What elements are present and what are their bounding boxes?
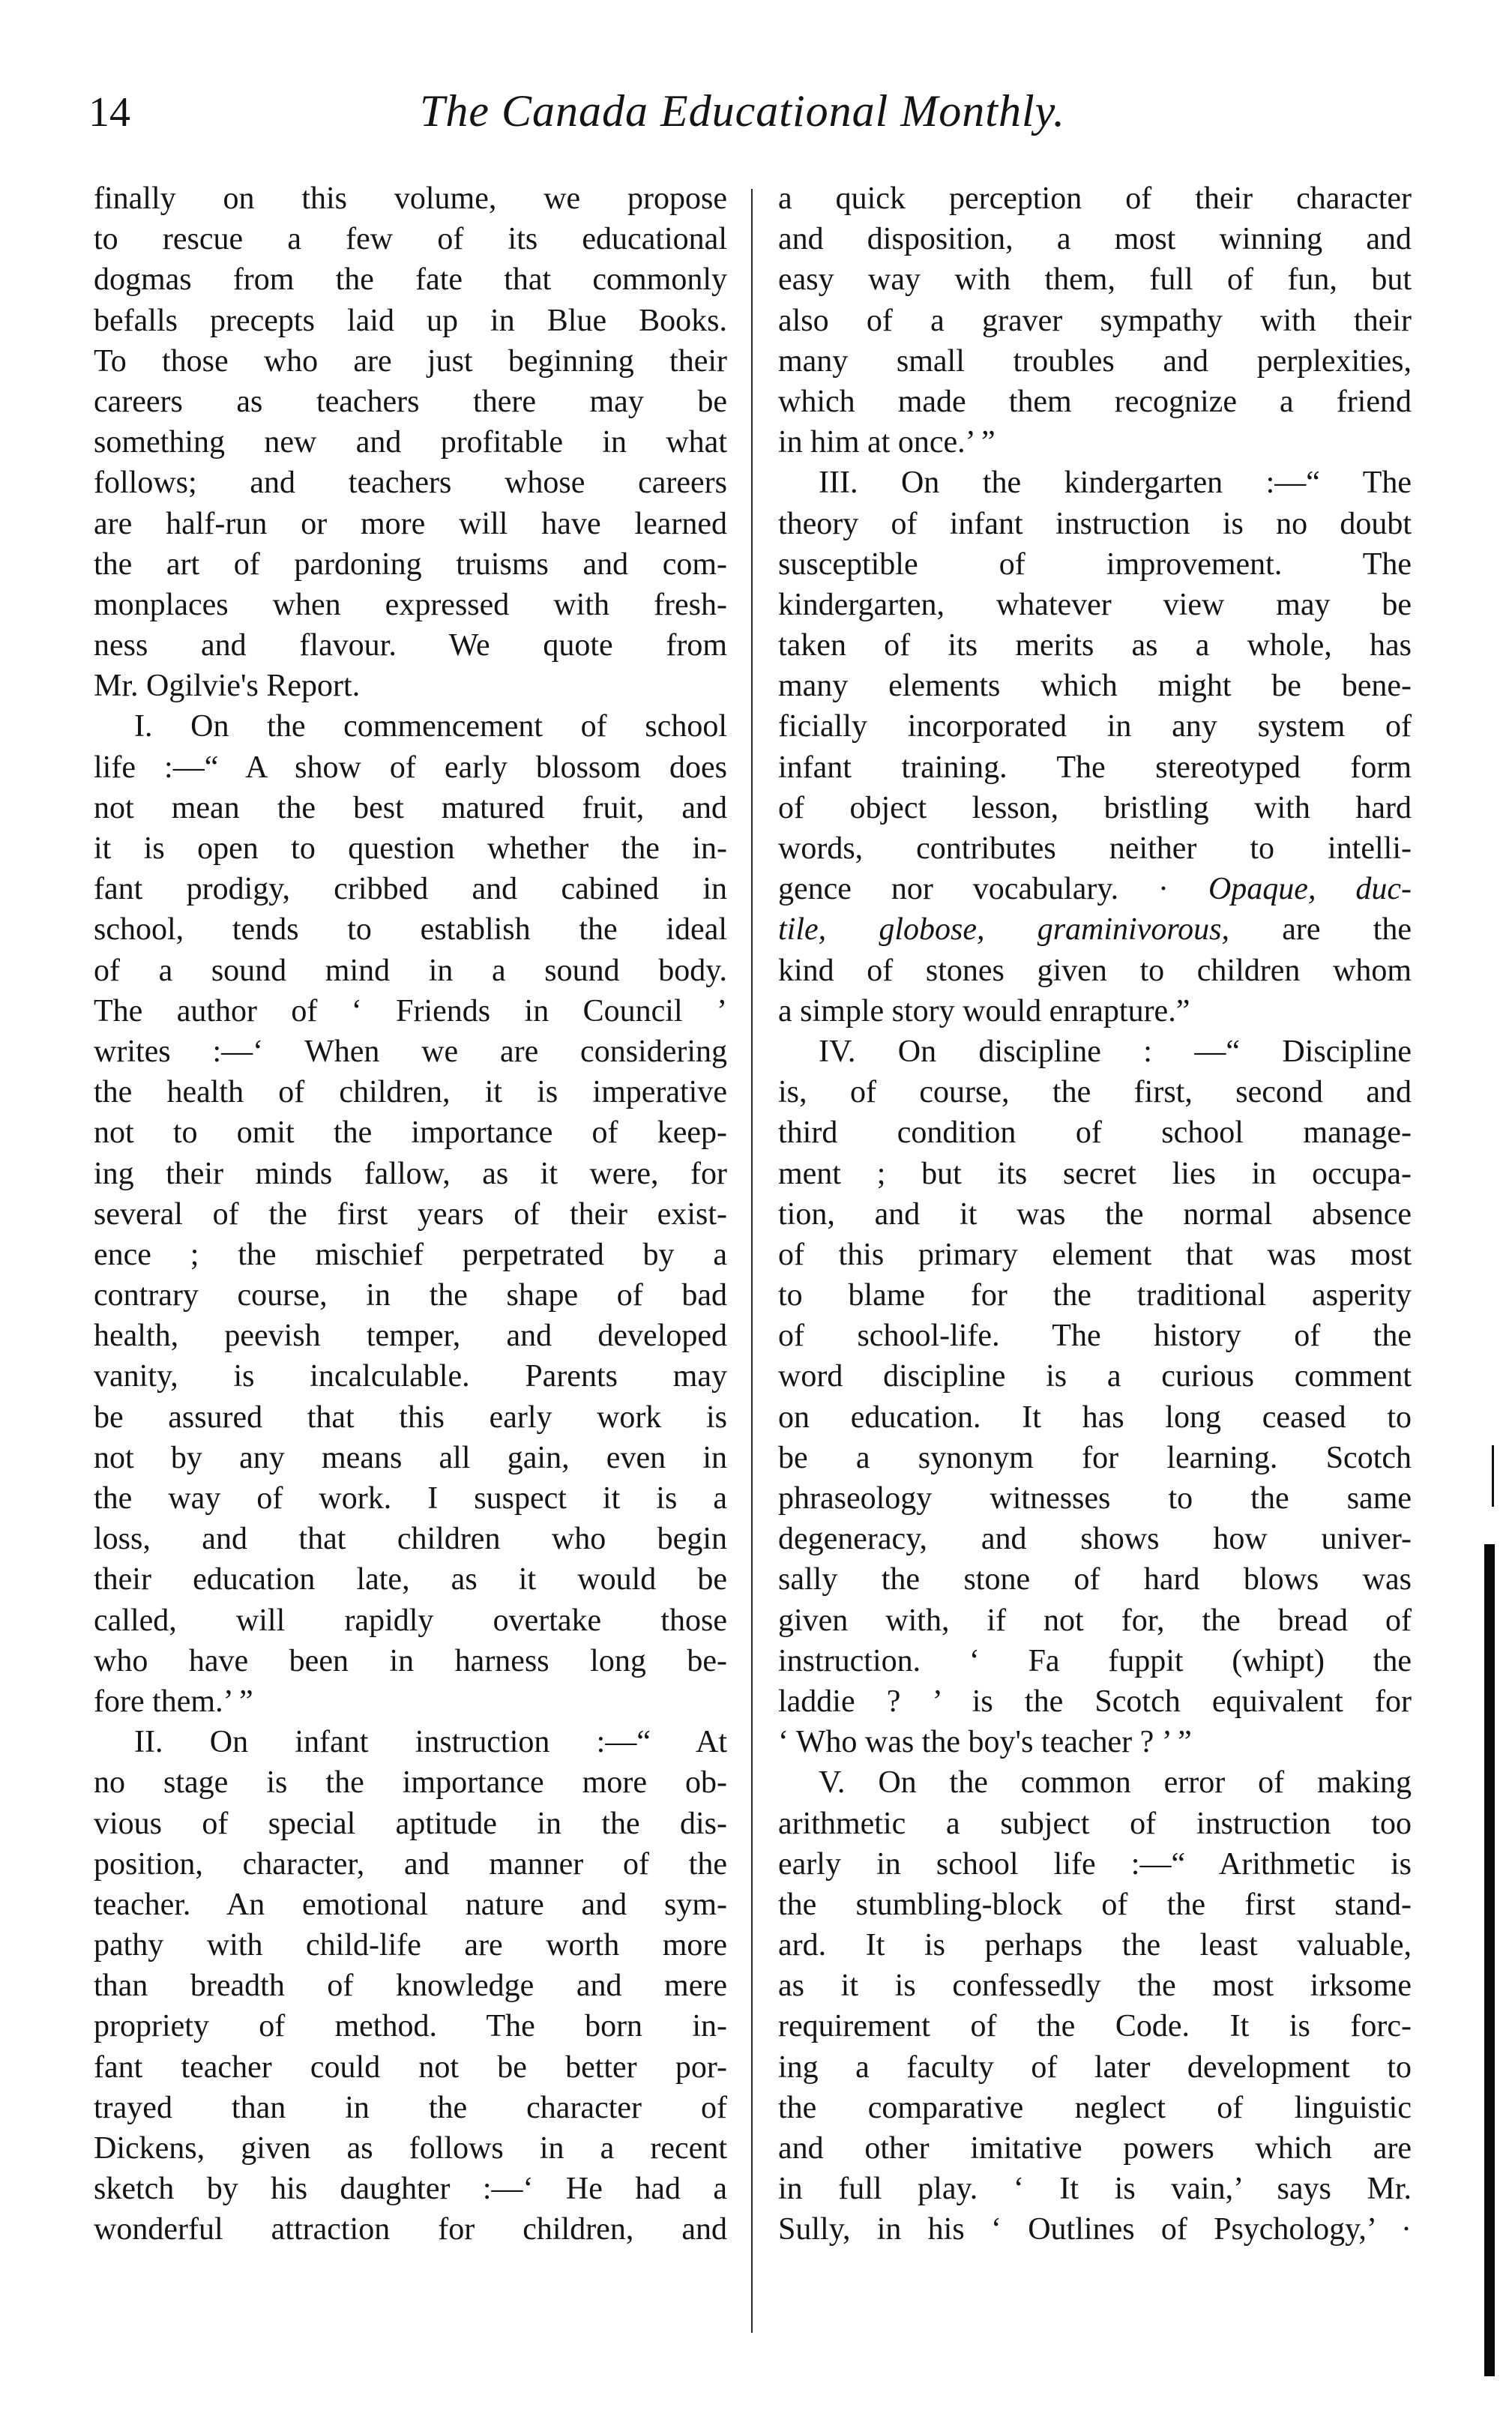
text-line: ment ; but its secret lies in occupa- bbox=[778, 1156, 1412, 1191]
text-line: not mean the best matured fruit, and bbox=[94, 790, 727, 825]
text-line: it is open to question whether the in- bbox=[94, 831, 727, 866]
text-line: their education late, as it would be bbox=[94, 1562, 727, 1597]
text-line: also of a graver sympathy with their bbox=[778, 303, 1412, 338]
text-line: of object lesson, bristling with hard bbox=[778, 790, 1412, 825]
scan-edge-bar bbox=[1484, 1544, 1495, 2376]
text-line: laddie ? ’ is the Scotch equivalent for bbox=[778, 1684, 1412, 1719]
text-line: a quick perception of their character bbox=[778, 181, 1412, 216]
text-line: vanity, is incalculable. Parents may bbox=[94, 1359, 727, 1394]
text-line: Dickens, given as follows in a recent bbox=[94, 2131, 727, 2166]
text-line: ing their minds fallow, as it were, for bbox=[94, 1156, 727, 1191]
text-line: trayed than in the character of bbox=[94, 2090, 727, 2125]
text-line: ficially incorporated in any system of bbox=[778, 709, 1412, 744]
text-line: follows; and teachers whose careers bbox=[94, 466, 727, 501]
text-line: as it is confessedly the most irksome bbox=[778, 1968, 1412, 2004]
text-line: be assured that this early work is bbox=[94, 1400, 727, 1435]
text-line: Mr. Ogilvie's Report. bbox=[94, 669, 361, 704]
text-line: of a sound mind in a sound body. bbox=[94, 953, 727, 988]
text-line: life :—“ A show of early blossom does bbox=[94, 750, 727, 785]
text-line: V. On the common error of making bbox=[819, 1765, 1412, 1801]
text-line: words, contributes neither to intelli- bbox=[778, 831, 1412, 866]
text-line: propriety of method. The born in- bbox=[94, 2009, 727, 2044]
text-line: and disposition, a most winning and bbox=[778, 222, 1412, 257]
text-line: no stage is the importance more ob- bbox=[94, 1765, 727, 1801]
text-line: fant teacher could not be better por- bbox=[94, 2049, 727, 2085]
text-line: ard. It is perhaps the least valuable, bbox=[778, 1928, 1412, 1963]
text-line: health, peevish temper, and developed bbox=[94, 1319, 727, 1354]
text-line: phraseology witnesses to the same bbox=[778, 1481, 1412, 1516]
text-line: careers as teachers there may be bbox=[94, 384, 727, 419]
text-line: dogmas from the fate that commonly bbox=[94, 262, 727, 298]
text-line: ‘ Who was the boy's teacher ? ’ ” bbox=[778, 1725, 1192, 1760]
text-line: infant training. The stereotyped form bbox=[778, 750, 1412, 785]
text-line: ness and flavour. We quote from bbox=[94, 628, 727, 663]
running-title: The Canada Educational Monthly. bbox=[420, 86, 1065, 136]
text-line: writes :—‘ When we are considering bbox=[94, 1034, 727, 1069]
text-line: which made them recognize a friend bbox=[778, 384, 1412, 419]
text-line: third condition of school manage- bbox=[778, 1115, 1412, 1151]
text-line: called, will rapidly overtake those bbox=[94, 1603, 727, 1638]
text-line: many elements which might be bene- bbox=[778, 669, 1412, 704]
text-line: arithmetic a subject of instruction too bbox=[778, 1806, 1412, 1841]
text-line: are half-run or more will have learned bbox=[94, 506, 727, 541]
text-line: something new and profitable in what bbox=[94, 425, 727, 460]
text-line: III. On the kindergarten :—“ The bbox=[819, 466, 1412, 501]
text-line: befalls precepts laid up in Blue Books. bbox=[94, 303, 727, 338]
text-line: be a synonym for learning. Scotch bbox=[778, 1440, 1412, 1475]
text-line: I. On the commencement of school bbox=[134, 709, 727, 744]
text-line: and other imitative powers which are bbox=[778, 2131, 1412, 2166]
text-line: to rescue a few of its educational bbox=[94, 222, 727, 257]
text-line: is, of course, the first, second and bbox=[778, 1075, 1412, 1110]
text-line: loss, and that children who begin bbox=[94, 1522, 727, 1557]
text-line: monplaces when expressed with fresh- bbox=[94, 587, 727, 622]
text-line: the way of work. I suspect it is a bbox=[94, 1481, 727, 1516]
text-line: instruction. ‘ Fa fuppit (whipt) the bbox=[778, 1643, 1412, 1678]
text-line: the art of pardoning truisms and com- bbox=[94, 546, 727, 582]
text-line: who have been in harness long be- bbox=[94, 1643, 727, 1678]
text-line: of this primary element that was most bbox=[778, 1237, 1412, 1272]
scan-edge-mark bbox=[1492, 1445, 1494, 1507]
text-line: II. On infant instruction :—“ At bbox=[134, 1725, 727, 1760]
text-line: a simple story would enrapture.” bbox=[778, 993, 1190, 1028]
text-line: susceptible of improvement. The bbox=[778, 546, 1412, 582]
text-line: fant prodigy, cribbed and cabined in bbox=[94, 872, 727, 907]
text-line: ence ; the mischief perpetrated by a bbox=[94, 1237, 727, 1272]
text-line: contrary course, in the shape of bad bbox=[94, 1278, 727, 1313]
text-line: in him at once.’ ” bbox=[778, 425, 996, 460]
text-line: theory of infant instruction is no doubt bbox=[778, 506, 1412, 541]
text-line: ing a faculty of later development to bbox=[778, 2049, 1412, 2085]
text-line: not by any means all gain, even in bbox=[94, 1440, 727, 1475]
text-line: on education. It has long ceased to bbox=[778, 1400, 1412, 1435]
text-line: of school-life. The history of the bbox=[778, 1319, 1412, 1354]
text-line: the health of children, it is imperative bbox=[94, 1075, 727, 1110]
text-line: kind of stones given to children whom bbox=[778, 953, 1412, 988]
text-line: to blame for the traditional asperity bbox=[778, 1278, 1412, 1313]
text-line: requirement of the Code. It is forc- bbox=[778, 2009, 1412, 2044]
column-divider bbox=[751, 189, 753, 2333]
text-line: vious of special aptitude in the dis- bbox=[94, 1806, 727, 1841]
text-line: The author of ‘ Friends in Council ’ bbox=[94, 993, 727, 1028]
text-line: finally on this volume, we propose bbox=[94, 181, 727, 216]
text-line: fore them.’ ” bbox=[94, 1684, 253, 1719]
text-line: several of the first years of their exist- bbox=[94, 1196, 727, 1232]
text-line: wonderful attraction for children, and bbox=[94, 2212, 727, 2247]
text-line: tile, globose, graminivorous, are the bbox=[778, 912, 1412, 948]
text-line: Sully, in his ‘ Outlines of Psychology,’ · bbox=[778, 2212, 1412, 2247]
text-line: pathy with child-life are worth more bbox=[94, 1928, 727, 1963]
text-line: kindergarten, whatever view may be bbox=[778, 587, 1412, 622]
text-line: gence nor vocabulary. · Opaque, duc- bbox=[778, 872, 1412, 907]
text-line: school, tends to establish the ideal bbox=[94, 912, 727, 948]
text-line: early in school life :—“ Arithmetic is bbox=[778, 1846, 1412, 1882]
text-line: in full play. ‘ It is vain,’ says Mr. bbox=[778, 2172, 1412, 2207]
text-line: To those who are just beginning their bbox=[94, 343, 727, 379]
text-line: tion, and it was the normal absence bbox=[778, 1196, 1412, 1232]
text-line: given with, if not for, the bread of bbox=[778, 1603, 1412, 1638]
text-line: many small troubles and perplexities, bbox=[778, 343, 1412, 379]
text-line: word discipline is a curious comment bbox=[778, 1359, 1412, 1394]
text-line: teacher. An emotional nature and sym- bbox=[94, 1887, 727, 1922]
text-line: than breadth of knowledge and mere bbox=[94, 1968, 727, 2004]
text-line: sally the stone of hard blows was bbox=[778, 1562, 1412, 1597]
text-line: sketch by his daughter :—‘ He had a bbox=[94, 2172, 727, 2207]
text-line: position, character, and manner of the bbox=[94, 1846, 727, 1882]
text-line: degeneracy, and shows how univer- bbox=[778, 1522, 1412, 1557]
text-line: IV. On discipline : —“ Discipline bbox=[819, 1034, 1412, 1069]
text-line: easy way with them, full of fun, but bbox=[778, 262, 1412, 298]
page-number: 14 bbox=[88, 89, 130, 136]
left-column bbox=[94, 178, 727, 2250]
text-line: the comparative neglect of linguistic bbox=[778, 2090, 1412, 2125]
text-line: not to omit the importance of keep- bbox=[94, 1115, 727, 1151]
text-line: the stumbling-block of the first stand- bbox=[778, 1887, 1412, 1922]
right-column bbox=[778, 178, 1412, 2250]
text-line: taken of its merits as a whole, has bbox=[778, 628, 1412, 663]
